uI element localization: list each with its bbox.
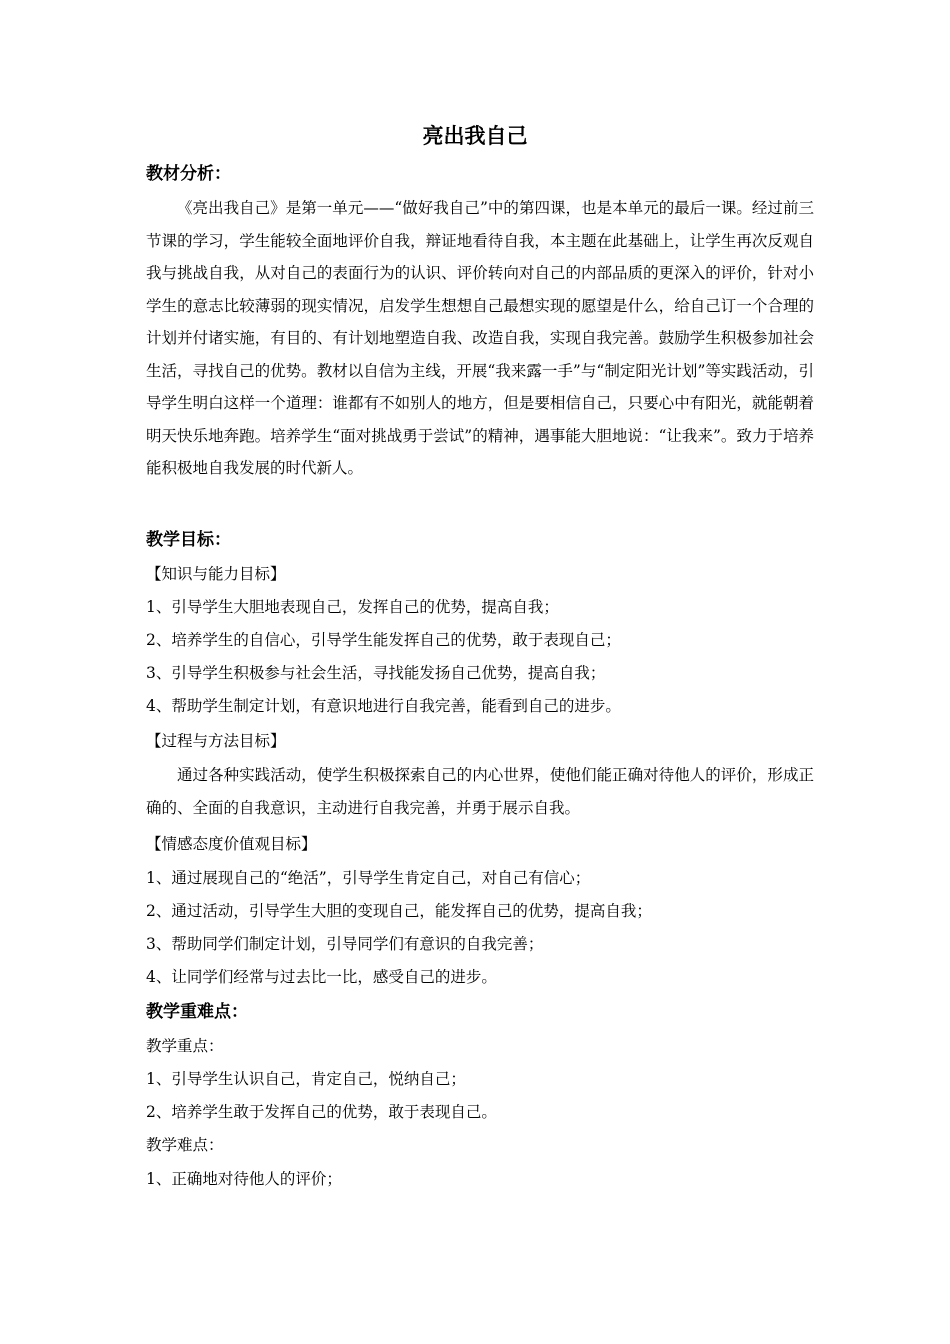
emotion-item-4: 4、让同学们经常与过去比一比，感受自己的进步。 (146, 968, 497, 986)
knowledge-item-4: 4、帮助学生制定计划，有意识地进行自我完善，能看到自己的进步。 (146, 697, 621, 715)
analysis-heading: 教材分析： (146, 164, 231, 184)
emotion-label: 【情感态度价值观目标】 (146, 835, 317, 853)
emotion-item-2: 2、通过活动，引导学生大胆的变现自己，能发挥自己的优势，提高自我； (146, 902, 652, 920)
knowledge-item-2: 2、培养学生的自信心，引导学生能发挥自己的优势，敢于表现自己； (146, 631, 621, 649)
goals-heading: 教学目标： (146, 530, 231, 550)
difficulty-label: 教学难点： (146, 1136, 224, 1154)
knowledge-label: 【知识与能力目标】 (146, 565, 286, 583)
key-item-2: 2、培养学生敢于发挥自己的优势，敢于表现自己。 (146, 1103, 497, 1121)
knowledge-item-1: 1、引导学生大胆地表现自己，发挥自己的优势，提高自我； (146, 598, 559, 616)
emotion-item-3: 3、帮助同学们制定计划，引导同学们有意识的自我完善； (146, 935, 544, 953)
document-title: 亮出我自己 (422, 124, 528, 148)
keypoints-heading: 教学重难点： (146, 1002, 248, 1022)
analysis-paragraph: 《亮出我自己》是第一单元——“做好我自己”中的第四课，也是本单元的最后一课。经过前三节课的学习，学生能较全面地评价自我，辩证地看待自我，本主题在此基础上，让学生再次反观自我与挑战自我，从对自己的表面行为的认识、评价转向对自己的内部品质的更深入的评价，针对小学生的意志比较薄弱的现实情况，启发学生想想自己最想实现的愿望是什么，给自己订一个合理的计划并付诸实施，有目的、有计划地塑造自我、改造自我，实现自我完善。鼓励学生积极参加社会生活，寻找自己的优势。教材以自信为主线，开展“我来露一手”与“制定阳光计划”等实践活动，引导学生明白这样一个道理：谁都有不如别人的地方，但是要相信自己，只要心中有阳光，就能朝着明天快乐地奔跑。培养学生“面对挑战勇于尝试”的精神，遇事能大胆地说：“让我来”。致力于培养能积极地自我发展的时代新人。 (146, 199, 814, 477)
process-paragraph: 通过各种实践活动，使学生积极探索自己的内心世界，使他们能正确对待他人的评价，形成正确的、全面的自我意识，主动进行自我完善，并勇于展示自我。 (146, 766, 814, 817)
key-label: 教学重点： (146, 1037, 224, 1055)
key-item-1: 1、引导学生认识自己，肯定自己，悦纳自己； (146, 1070, 466, 1088)
emotion-item-1: 1、通过展现自己的“绝活”，引导学生肯定自己，对自己有信心； (146, 869, 591, 887)
knowledge-item-3: 3、引导学生积极参与社会生活，寻找能发扬自己优势，提高自我； (146, 664, 606, 682)
difficulty-item-1: 1、正确地对待他人的评价； (146, 1170, 342, 1188)
process-label: 【过程与方法目标】 (146, 732, 286, 750)
